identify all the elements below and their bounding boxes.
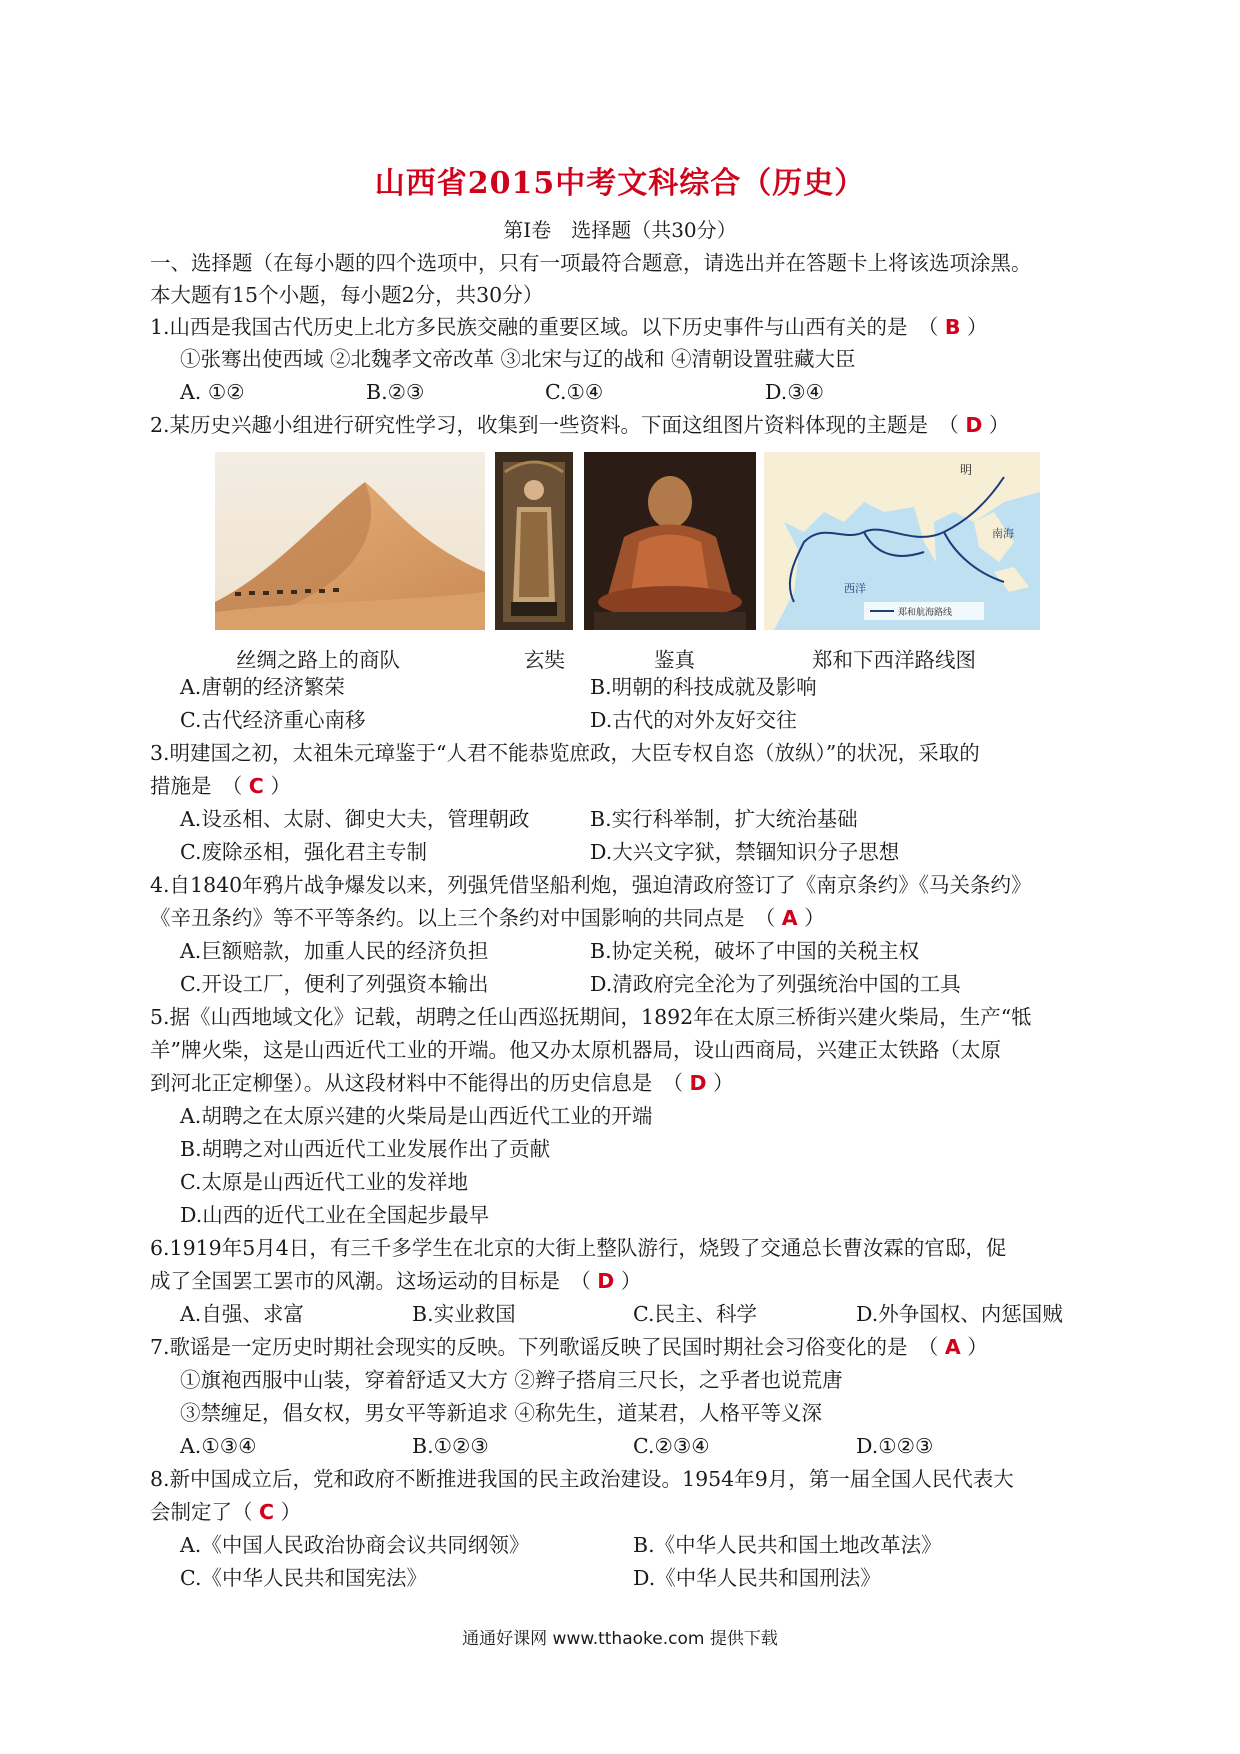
caption-caravan: 丝绸之路上的商队 [236, 648, 400, 672]
q4-stem-2 [150, 903, 825, 933]
q6-option-d: D.外争国权、内惩国贼 [856, 1302, 1063, 1326]
page-title: 山西省2015中考文科综合（历史） [374, 166, 866, 201]
q2-answer: D [965, 413, 983, 437]
q7-items-1: ①旗袍西服中山装，穿着舒适又大方 ②辫子搭肩三尺长，之乎者也说荒唐 [180, 1368, 843, 1392]
q4-stem-text: 《辛丑条约》等不平等条约。以上三个条约对中国影响的共同点是 （ [150, 906, 776, 930]
q7-stem [150, 1332, 988, 1362]
q8-close: ） [280, 1500, 302, 1524]
q2-option-a: A.唐朝的经济繁荣 [180, 675, 345, 699]
q8-option-b: B.《中华人民共和国土地改革法》 [633, 1533, 942, 1557]
q1-option-c: C.①④ [545, 380, 604, 404]
caption-xuanzang: 玄奘 [524, 648, 565, 672]
q6-stem-1: 6.1919年5月4日，有三千多学生在北京的大街上整队游行，烧毁了交通总长曹汝霖的官邸，促 [150, 1236, 1007, 1260]
q3-stem-text: 措施是 （ [150, 774, 243, 798]
map-legend: 郑和航海路线 [898, 608, 953, 618]
q5-close: ） [713, 1071, 734, 1095]
q5-stem-3 [150, 1068, 734, 1098]
q3-option-a: A.设丞相、太尉、御史大夫，管理朝政 [180, 807, 530, 831]
q4-option-c: C.开设工厂，便利了列强资本输出 [180, 972, 489, 996]
q5-option-d: D.山西的近代工业在全国起步最早 [180, 1203, 490, 1227]
q5-option-a: A.胡聘之在太原兴建的火柴局是山西近代工业的开端 [180, 1104, 653, 1128]
q6-answer: D [597, 1269, 615, 1293]
q2-option-d: D.古代的对外友好交往 [590, 708, 797, 732]
q3-answer: C [248, 774, 264, 798]
q8-option-c: C.《中华人民共和国宪法》 [180, 1566, 427, 1590]
q5-stem-1: 5.据《山西地域文化》记载，胡聘之任山西巡抚期间，1892年在太原三桥街兴建火柴局，生产“牴 [150, 1005, 1032, 1029]
section-subtitle: 第Ⅰ卷 选择题（共30分） [503, 218, 737, 242]
q5-stem-2: 羊”牌火柴，这是山西近代工业的开端。他又办太原机器局，设山西商局，兴建正太铁路（太原 [150, 1038, 1001, 1062]
silk-road-caravan-image [215, 452, 485, 630]
q2-option-b: B.明朝的科技成就及影响 [590, 675, 817, 699]
q6-option-c: C.民主、科学 [633, 1302, 757, 1326]
q2-stem [150, 410, 1009, 440]
q5-option-b: B.胡聘之对山西近代工业发展作出了贡献 [180, 1137, 551, 1161]
q3-option-c: C.废除丞相，强化君主专制 [180, 840, 427, 864]
intro-line-1: 一、选择题（在每小题的四个选项中，只有一项最符合题意，请选出并在答题卡上将该选项涂黑。 [150, 251, 1032, 275]
map-label-ming: 明 [960, 463, 973, 477]
q7-close: ） [967, 1335, 988, 1359]
q4-close: ） [804, 906, 825, 930]
q1-answer: B [944, 315, 961, 339]
q5-option-c: C.太原是山西近代工业的发祥地 [180, 1170, 468, 1194]
q8-option-a: A.《中国人民政治协商会议共同纲领》 [180, 1533, 530, 1557]
q2-close: ） [988, 413, 1010, 437]
footer-source: 通通好课网 www.tthaoke.com 提供下载 [462, 1629, 778, 1649]
caption-zheng-he: 郑和下西洋路线图 [812, 648, 976, 672]
q8-stem-1: 8.新中国成立后，党和政府不断推进我国的民主政治建设。1954年9月，第一届全国人民代表大 [150, 1467, 1014, 1491]
q1-option-a: A. ①② [180, 380, 245, 404]
q7-option-c: C.②③④ [633, 1434, 710, 1458]
q7-stem-text: 7.歌谣是一定历史时期社会现实的反映。下列歌谣反映了民国时期社会习俗变化的是 （ [150, 1335, 939, 1359]
q1-stem-text: 1.山西是我国古代历史上北方多民族交融的重要区域。以下历史事件与山西有关的是 （ [150, 315, 939, 339]
q4-answer: A [781, 906, 798, 930]
map-label-south-sea: 南海 [992, 527, 1014, 540]
q2-stem-text: 2.某历史兴趣小组进行研究性学习，收集到一些资料。下面这组图片资料体现的主题是 （ [150, 413, 959, 437]
q2-option-c: C.古代经济重心南移 [180, 708, 366, 732]
q7-option-a: A.①③④ [180, 1434, 257, 1458]
q1-option-b: B.②③ [366, 380, 425, 404]
q1-items: ①张骞出使西域 ②北魏孝文帝改革 ③北宋与辽的战和 ④清朝设置驻藏大臣 [180, 347, 856, 371]
q6-option-a: A.自强、求富 [180, 1302, 304, 1326]
q3-close: ） [270, 774, 291, 798]
q4-stem-1: 4.自1840年鸦片战争爆发以来，列强凭借坚船利炮，强迫清政府签订了《南京条约》《马关条约》 [150, 873, 1032, 897]
q6-option-b: B.实业救国 [412, 1302, 516, 1326]
q4-option-b: B.协定关税，破坏了中国的关税主权 [590, 939, 920, 963]
q3-stem-2 [150, 771, 291, 801]
q7-answer: A [944, 1335, 961, 1359]
caption-jianzhen: 鉴真 [654, 648, 695, 672]
intro-line-2: 本大题有15个小题，每小题2分，共30分） [150, 283, 544, 307]
q8-stem-text: 会制定了（ [150, 1500, 253, 1524]
q8-answer: C [259, 1500, 275, 1524]
map-label-west-ocean: 西洋 [844, 582, 866, 595]
q1-stem [150, 312, 988, 342]
q3-option-b: B.实行科举制，扩大统治基础 [590, 807, 858, 831]
xuanzang-image [495, 452, 573, 630]
q7-option-b: B.①②③ [412, 1434, 489, 1458]
jianzhen-statue-image [584, 452, 756, 630]
q8-option-d: D.《中华人民共和国刑法》 [633, 1566, 881, 1590]
q5-answer: D [689, 1071, 707, 1095]
q3-stem-1: 3.明建国之初，太祖朱元璋鉴于“人君不能恭览庶政，大臣专权自恣（放纵）”的状况，采取的 [150, 741, 980, 765]
q5-stem-text: 到河北正定柳堡）。从这段材料中不能得出的历史信息是 （ [150, 1071, 683, 1095]
q1-option-d: D.③④ [765, 380, 824, 404]
q4-option-a: A.巨额赔款，加重人民的经济负担 [180, 939, 489, 963]
q3-option-d: D.大兴文字狱，禁锢知识分子思想 [590, 840, 900, 864]
q7-items-2: ③禁缠足，倡女权，男女平等新追求 ④称先生，道某君，人格平等义深 [180, 1401, 823, 1425]
q8-stem-2 [150, 1497, 301, 1527]
q6-close: ） [620, 1269, 642, 1293]
zheng-he-route-map [764, 452, 1040, 630]
q7-option-d: D.①②③ [856, 1434, 934, 1458]
q1-close: ） [967, 315, 988, 339]
q4-option-d: D.清政府完全沦为了列强统治中国的工具 [590, 972, 961, 996]
q6-stem-text: 成了全国罢工罢市的风潮。这场运动的目标是 （ [150, 1269, 591, 1293]
q6-stem-2 [150, 1266, 641, 1296]
